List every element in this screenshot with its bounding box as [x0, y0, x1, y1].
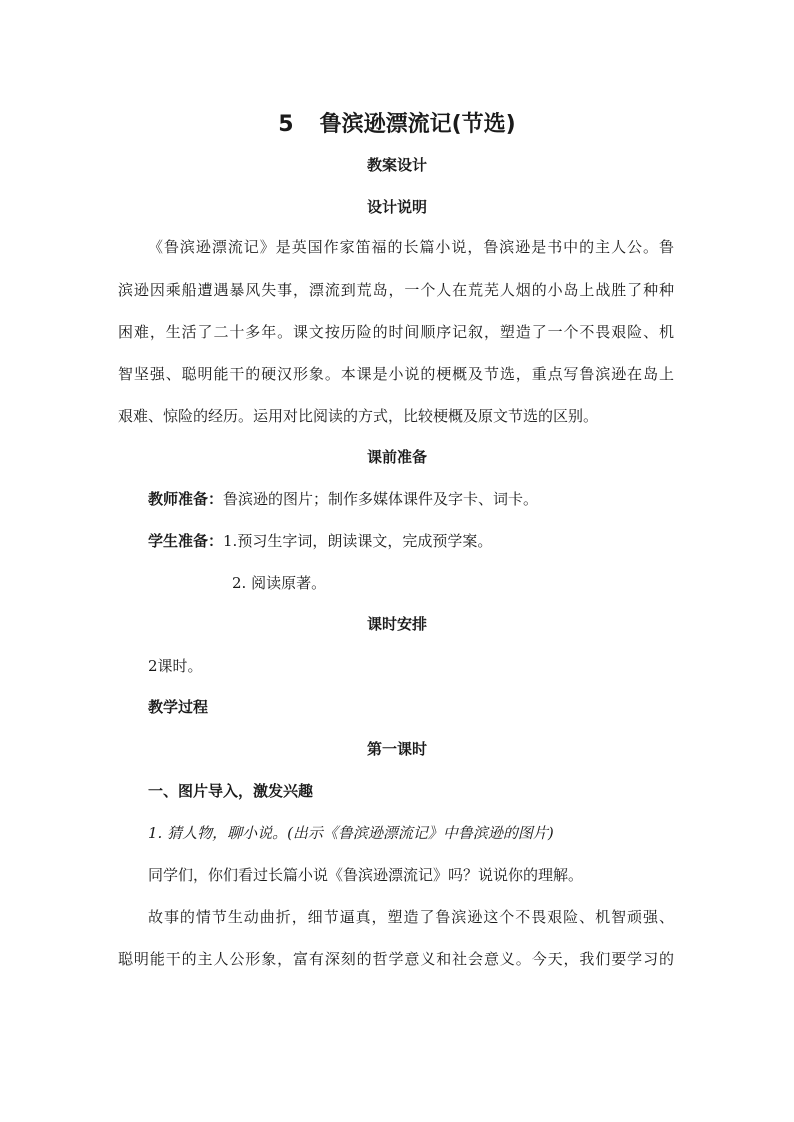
teacher-prep-label: 教师准备： [148, 490, 224, 508]
schedule-heading: 课时安排 [366, 615, 427, 633]
teacher-prep-text: 鲁滨逊的图片；制作多媒体课件及字卡、词卡。 [223, 490, 539, 508]
lesson-number: 5 [278, 112, 294, 137]
preparation-heading: 课前准备 [366, 448, 427, 466]
student-prep [148, 531, 492, 551]
paragraph-two-line-1: 故事的情节生动曲折，细节逼真，塑造了鲁滨逊这个不畏艰险、机智顽强、 [148, 908, 674, 926]
schedule-text: 2课时。 [148, 657, 203, 675]
design-note-line-2: 滨逊因乘船遭遇暴风失事，漂流到荒岛，一个人在荒芜人烟的小岛上战胜了种种 [118, 281, 674, 299]
design-note-line-4: 智坚强、聪明能干的硬汉形象。本课是小说的梗概及节选，重点写鲁滨逊在岛上 [118, 365, 674, 383]
student-prep-item-2: 2. 阅读原著。 [232, 574, 327, 592]
design-note-heading: 设计说明 [366, 198, 427, 216]
process-heading: 教学过程 [148, 698, 209, 716]
teacher-prep [148, 489, 538, 509]
lesson-title: 鲁滨逊漂流记(节选) [319, 112, 516, 137]
paragraph-two-line-2: 聪明能干的主人公形象，富有深刻的哲学意义和社会意义。今天，我们要学习的 [118, 950, 674, 968]
page-title [0, 110, 794, 140]
design-note-line-3: 困难，生活了二十多年。课文按历险的时间顺序记叙，塑造了一个不畏艰险、机 [118, 323, 674, 341]
step-one: 1. 猜人物，聊小说。(出示《鲁滨逊漂流记》中鲁滨逊的图片) [148, 824, 554, 842]
subtitle: 教案设计 [366, 156, 427, 174]
student-prep-label: 学生准备： [148, 532, 224, 550]
lesson-one-heading: 第一课时 [366, 740, 427, 758]
design-note-line-5: 艰难、惊险的经历。运用对比阅读的方式，比较梗概及原文节选的区别。 [118, 407, 599, 425]
section-one-heading: 一、图片导入，激发兴趣 [148, 782, 314, 800]
paragraph-one: 同学们，你们看过长篇小说《鲁滨逊漂流记》吗？说说你的理解。 [148, 866, 584, 884]
student-prep-item-1: 1.预习生字词，朗读课文，完成预学案。 [223, 532, 493, 550]
design-note-line-1: 《鲁滨逊漂流记》是英国作家笛福的长篇小说，鲁滨逊是书中的主人公。鲁 [148, 238, 674, 256]
